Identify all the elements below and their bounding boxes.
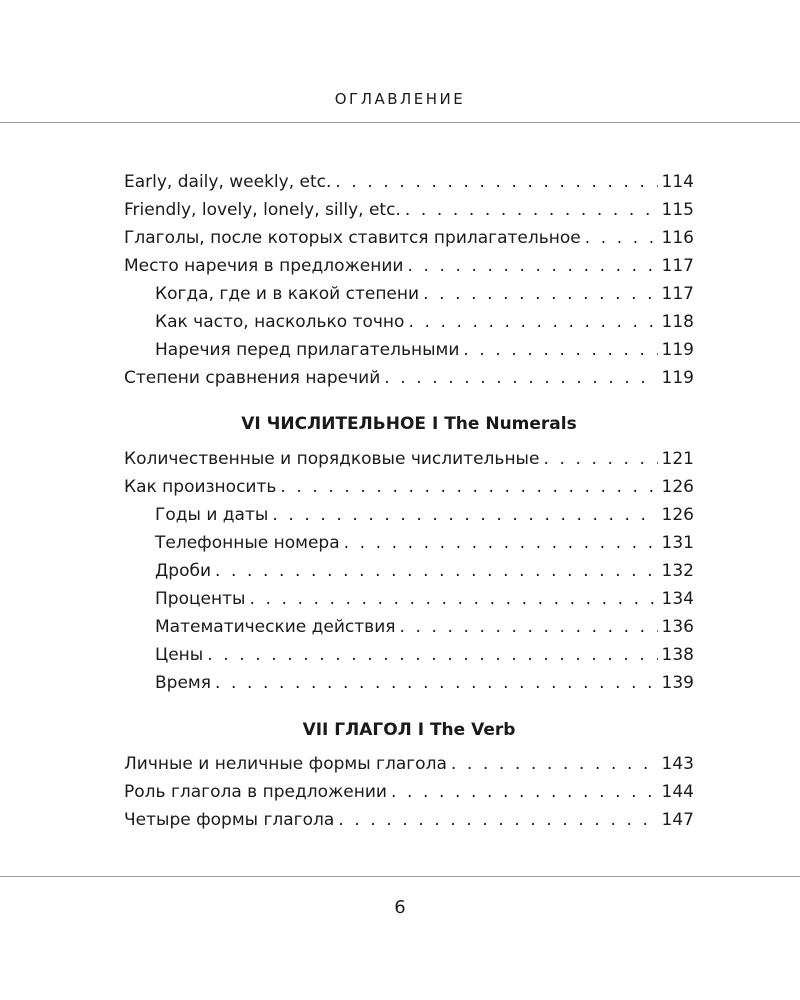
toc-entry-title: Дроби: [155, 561, 212, 581]
toc-entry-page: 143: [661, 754, 694, 774]
toc-entry-page: 116: [661, 228, 694, 248]
dot-leader: [391, 778, 658, 806]
toc-entry-page: 119: [661, 340, 694, 360]
toc-entry[interactable]: [124, 445, 694, 473]
dot-leader: [215, 669, 658, 697]
toc-entry-page: 126: [661, 477, 694, 497]
dot-leader: [272, 501, 657, 529]
dot-leader: [543, 445, 657, 473]
toc-entry[interactable]: [124, 806, 694, 834]
toc-entry-page: 115: [661, 200, 694, 220]
toc-entry-page: 131: [661, 533, 694, 553]
toc-entry[interactable]: [124, 364, 694, 392]
toc-entry-title: Early, daily, weekly, etc.: [124, 172, 332, 192]
toc-entry-page: 144: [661, 782, 694, 802]
toc-entry-page: 139: [661, 673, 694, 693]
toc-entry-title: Телефонные номера: [155, 533, 340, 553]
toc-entry-title: Как часто, насколько точно: [155, 312, 405, 332]
footer-divider: [0, 876, 800, 877]
toc-subentry[interactable]: [155, 336, 694, 364]
toc-entry-title: Личные и неличные формы глагола: [124, 754, 447, 774]
toc-entry[interactable]: [124, 750, 694, 778]
toc-entry-title: Годы и даты: [155, 505, 269, 525]
dot-leader: [463, 336, 657, 364]
toc-entry-page: 136: [661, 617, 694, 637]
toc-subentry[interactable]: [155, 613, 694, 641]
toc-entry-page: 119: [661, 368, 694, 388]
dot-leader: [407, 252, 657, 280]
dot-leader: [215, 557, 658, 585]
dot-leader: [335, 168, 657, 196]
toc-subentry[interactable]: [155, 529, 694, 557]
toc-entry-title: Проценты: [155, 589, 246, 609]
toc-entry-page: 118: [661, 312, 694, 332]
dot-leader: [338, 806, 657, 834]
toc-entry-title: Количественные и порядковые числительные: [124, 449, 540, 469]
toc-entry-title: Глаголы, после которых ставится прилагательное: [124, 228, 581, 248]
toc-subentry[interactable]: [155, 557, 694, 585]
dot-leader: [280, 473, 657, 501]
toc-entry-page: 114: [661, 172, 694, 192]
toc-entry-page: 132: [661, 561, 694, 581]
toc-entry-page: 121: [661, 449, 694, 469]
toc-entry[interactable]: [124, 196, 694, 224]
toc-subentry[interactable]: [155, 585, 694, 613]
toc-entry-title: Место наречия в предложении: [124, 256, 404, 276]
toc-entry-title: Когда, где и в какой степени: [155, 284, 420, 304]
dot-leader: [207, 641, 657, 669]
toc-entry-page: 138: [661, 645, 694, 665]
running-title: ОГЛАВЛЕНИЕ: [334, 90, 466, 108]
dot-leader: [451, 750, 658, 778]
section-heading-verb[interactable]: VII ГЛАГОЛ I The Verb: [302, 720, 516, 740]
toc-entry-title: Степени сравнения наречий: [124, 368, 381, 388]
dot-leader: [585, 224, 658, 252]
dot-leader: [249, 585, 657, 613]
toc-entry-title: Четыре формы глагола: [124, 810, 335, 830]
toc-entry-title: Роль глагола в предложении: [124, 782, 387, 802]
toc-entry[interactable]: [124, 473, 694, 501]
toc-entry-page: 126: [661, 505, 694, 525]
dot-leader: [344, 529, 658, 557]
toc-entry-title: Friendly, lovely, lonely, silly, etc.: [124, 200, 401, 220]
toc-entry-page: 117: [661, 284, 694, 304]
toc-subentry[interactable]: [155, 280, 694, 308]
dot-leader: [423, 280, 657, 308]
toc-subentry[interactable]: [155, 501, 694, 529]
toc-subentry[interactable]: [155, 641, 694, 669]
toc-subentry[interactable]: [155, 308, 694, 336]
toc-entry[interactable]: [124, 224, 694, 252]
toc-subentry[interactable]: [155, 669, 694, 697]
toc-entry-title: Наречия перед прилагательными: [155, 340, 460, 360]
section-heading-numerals[interactable]: VI ЧИСЛИТЕЛЬНОЕ I The Numerals: [241, 414, 577, 434]
dot-leader: [399, 613, 657, 641]
page-number: 6: [394, 897, 406, 918]
dot-leader: [408, 308, 657, 336]
header-divider: [0, 122, 800, 123]
dot-leader: [405, 196, 658, 224]
toc-entry-title: Цены: [155, 645, 204, 665]
toc-entry-page: 117: [661, 256, 694, 276]
toc-entry-title: Как произносить: [124, 477, 277, 497]
dot-leader: [384, 364, 657, 392]
toc-entry[interactable]: [124, 778, 694, 806]
toc-entry[interactable]: [124, 168, 694, 196]
toc-entry-page: 134: [661, 589, 694, 609]
toc-entry-page: 147: [661, 810, 694, 830]
toc-entry[interactable]: [124, 252, 694, 280]
toc-entry-title: Время: [155, 673, 211, 693]
toc-entry-title: Математические действия: [155, 617, 396, 637]
